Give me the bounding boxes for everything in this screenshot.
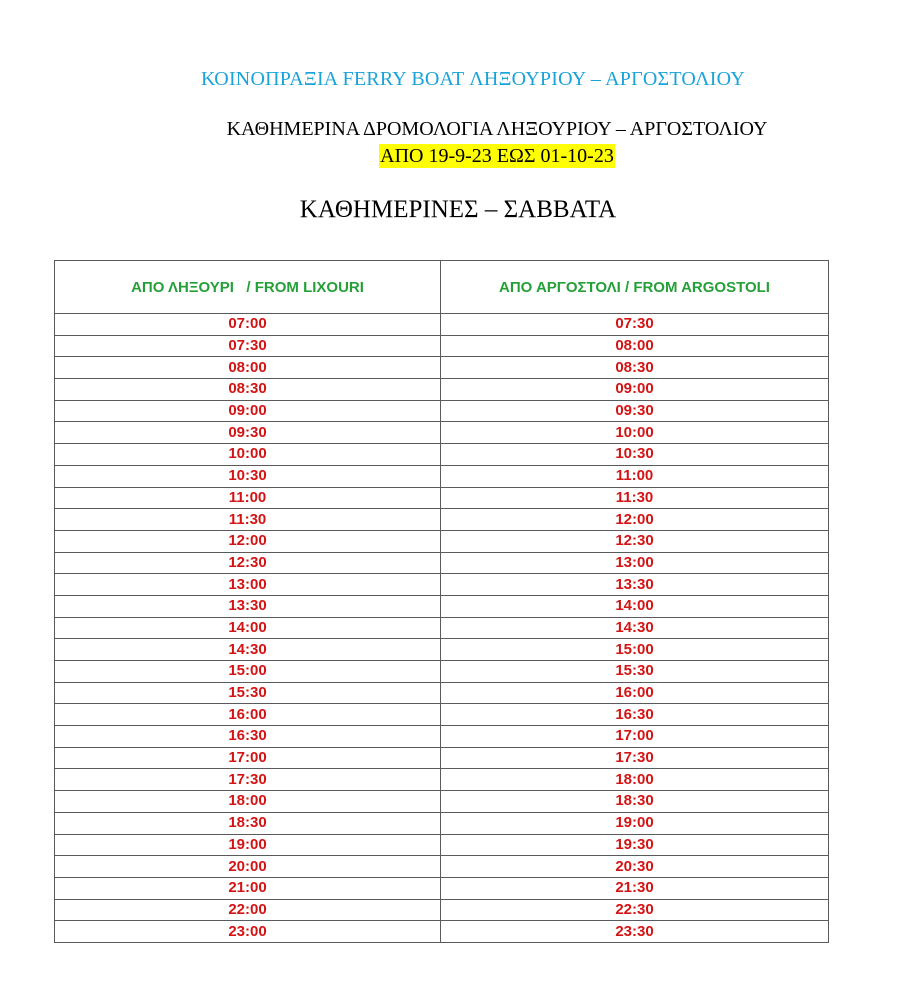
departure-lixouri: 09:00 [55, 400, 441, 422]
departure-lixouri: 17:00 [55, 747, 441, 769]
departure-lixouri: 07:00 [55, 314, 441, 336]
table-row [55, 357, 829, 379]
departure-lixouri: 17:30 [55, 769, 441, 791]
table-row [55, 314, 829, 336]
departure-argostoli: 09:00 [441, 379, 829, 401]
validity-period: ΑΠΟ 19-9-23 ΕΩΣ 01-10-23 [380, 145, 614, 167]
table-row [55, 812, 829, 834]
table-row [55, 422, 829, 444]
departure-lixouri: 21:00 [55, 877, 441, 899]
departure-lixouri: 14:00 [55, 617, 441, 639]
table-row [55, 747, 829, 769]
table-row [55, 834, 829, 856]
departure-lixouri: 12:30 [55, 552, 441, 574]
departure-lixouri: 23:00 [55, 921, 441, 943]
departure-lixouri: 10:00 [55, 444, 441, 466]
departure-lixouri: 20:00 [55, 856, 441, 878]
departure-lixouri: 11:00 [55, 487, 441, 509]
table-row [55, 769, 829, 791]
departure-lixouri: 11:30 [55, 509, 441, 531]
period-wrapper [0, 144, 899, 168]
departure-argostoli: 22:30 [441, 899, 829, 921]
departure-lixouri: 13:30 [55, 595, 441, 617]
header-from-lixouri: ΑΠΟ ΛΗΞΟΥΡΙ / FROM LIXOURI [55, 261, 441, 314]
departure-argostoli: 17:00 [441, 726, 829, 748]
departure-lixouri: 08:00 [55, 357, 441, 379]
departure-lixouri: 13:00 [55, 574, 441, 596]
table-row [55, 509, 829, 531]
departure-argostoli: 12:00 [441, 509, 829, 531]
departure-argostoli: 09:30 [441, 400, 829, 422]
departure-argostoli: 10:30 [441, 444, 829, 466]
departure-argostoli: 16:00 [441, 682, 829, 704]
departure-argostoli: 13:00 [441, 552, 829, 574]
departure-lixouri: 18:00 [55, 791, 441, 813]
departure-argostoli: 19:00 [441, 812, 829, 834]
departure-argostoli: 11:00 [441, 465, 829, 487]
departure-argostoli: 14:00 [441, 595, 829, 617]
table-row [55, 877, 829, 899]
departure-lixouri: 18:30 [55, 812, 441, 834]
table-row [55, 595, 829, 617]
departure-lixouri: 07:30 [55, 335, 441, 357]
table-row [55, 487, 829, 509]
departure-argostoli: 13:30 [441, 574, 829, 596]
table-row [55, 552, 829, 574]
schedule-table [54, 260, 829, 943]
days-heading: ΚΑΘΗΜΕΡΙΝΕΣ – ΣΑΒΒΑΤΑ [299, 196, 617, 223]
departure-lixouri: 15:00 [55, 661, 441, 683]
departure-lixouri: 22:00 [55, 899, 441, 921]
table-row [55, 856, 829, 878]
departure-argostoli: 16:30 [441, 704, 829, 726]
company-title: ΚΟΙΝΟΠΡΑΞΙΑ FERRY BOAT ΛΗΞΟΥΡΙΟΥ – ΑΡΓΟΣΤΟΛΙΟΥ [201, 68, 745, 90]
departure-lixouri: 16:30 [55, 726, 441, 748]
departure-argostoli: 11:30 [441, 487, 829, 509]
departure-argostoli: 21:30 [441, 877, 829, 899]
header-from-argostoli: ΑΠΟ ΑΡΓΟΣΤΟΛΙ / FROM ARGOSTOLI [441, 261, 829, 314]
table-row [55, 335, 829, 357]
table-row [55, 921, 829, 943]
departure-argostoli: 20:30 [441, 856, 829, 878]
departure-lixouri: 19:00 [55, 834, 441, 856]
departure-argostoli: 17:30 [441, 747, 829, 769]
table-header-row [55, 261, 829, 314]
table-row [55, 617, 829, 639]
departure-argostoli: 19:30 [441, 834, 829, 856]
table-row [55, 704, 829, 726]
table-row [55, 530, 829, 552]
departure-argostoli: 12:30 [441, 530, 829, 552]
departure-argostoli: 15:30 [441, 661, 829, 683]
departure-lixouri: 12:00 [55, 530, 441, 552]
table-row [55, 465, 829, 487]
departure-argostoli: 07:30 [441, 314, 829, 336]
departure-lixouri: 10:30 [55, 465, 441, 487]
schedule-subtitle: ΚΑΘΗΜΕΡΙΝΑ ΔΡΟΜΟΛΟΓΙΑ ΛΗΞΟΥΡΙΟΥ – ΑΡΓΟΣΤΟΛΙΟΥ [226, 118, 768, 140]
departure-argostoli: 10:00 [441, 422, 829, 444]
table-row [55, 791, 829, 813]
table-row [55, 682, 829, 704]
departure-lixouri: 08:30 [55, 379, 441, 401]
table-row [55, 574, 829, 596]
departure-argostoli: 08:30 [441, 357, 829, 379]
schedule-body [55, 314, 829, 943]
departure-lixouri: 14:30 [55, 639, 441, 661]
table-row [55, 400, 829, 422]
departure-argostoli: 14:30 [441, 617, 829, 639]
table-row [55, 639, 829, 661]
table-row [55, 726, 829, 748]
departure-lixouri: 16:00 [55, 704, 441, 726]
departure-argostoli: 18:00 [441, 769, 829, 791]
departure-lixouri: 09:30 [55, 422, 441, 444]
departure-argostoli: 08:00 [441, 335, 829, 357]
departure-argostoli: 23:30 [441, 921, 829, 943]
table-row [55, 444, 829, 466]
table-row [55, 379, 829, 401]
departure-argostoli: 18:30 [441, 791, 829, 813]
departure-argostoli: 15:00 [441, 639, 829, 661]
departure-lixouri: 15:30 [55, 682, 441, 704]
table-row [55, 661, 829, 683]
table-row [55, 899, 829, 921]
